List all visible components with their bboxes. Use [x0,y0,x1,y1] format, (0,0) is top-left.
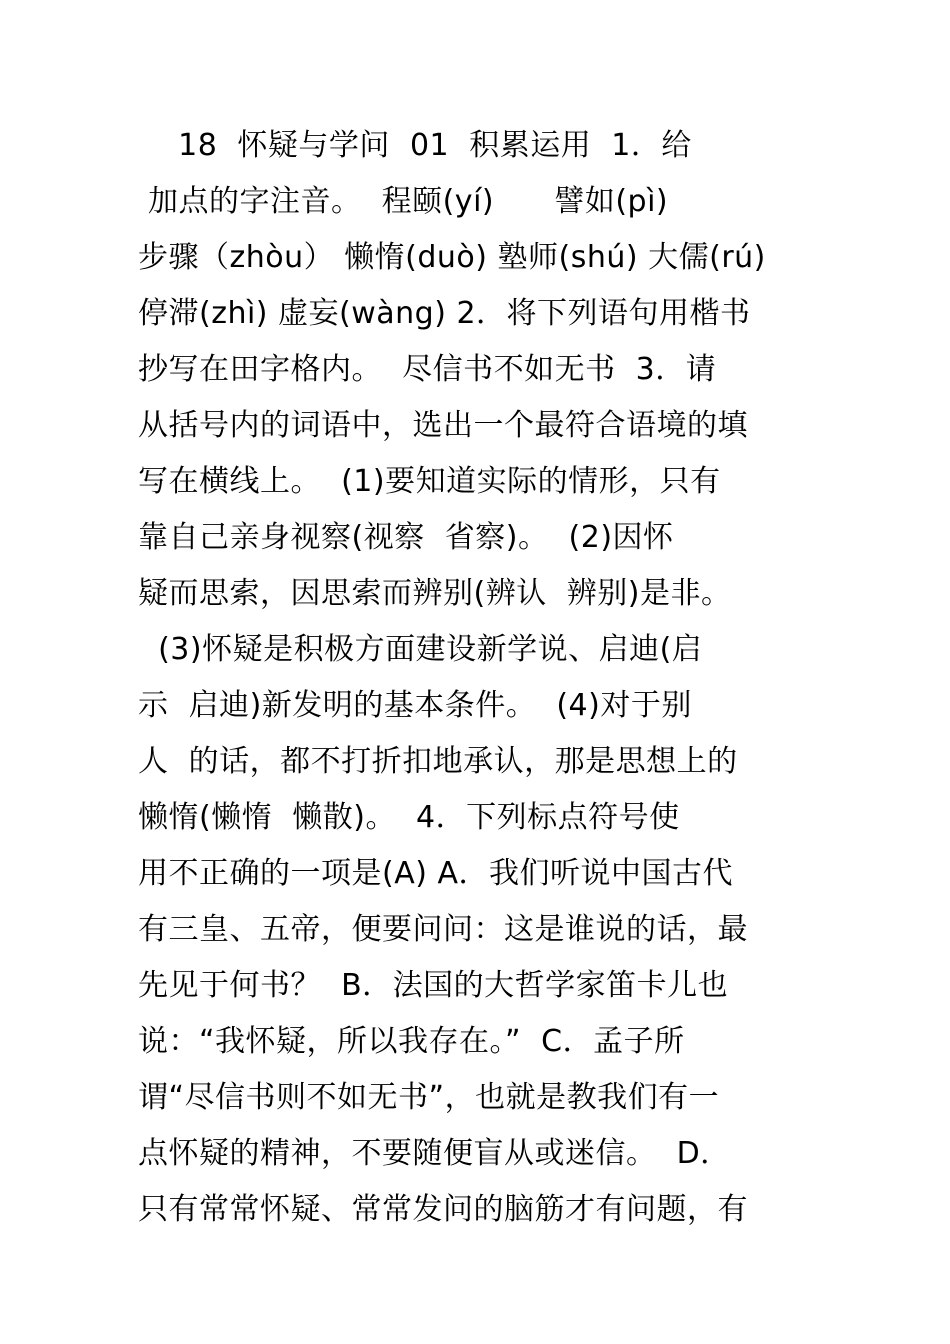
text-line: 懒惰(懒惰 懒散)。 4．下列标点符号使 [138,800,680,835]
text-line: 加点的字注音。 程颐(yí) 譬如(pì) [138,184,669,219]
text-line: 疑而思索，因思索而辨别(辨认 辨别)是非。 [138,576,732,611]
text-line: 写在横线上。 (1)要知道实际的情形，只有 [138,464,721,499]
text-line: 只有常常怀疑、常常发问的脑筋才有问题，有 [138,1192,748,1227]
text-line: 先见于何书？ B．法国的大哲学家笛卡儿也 [138,968,729,1003]
text-line: 靠自己亲身视察(视察 省察)。 (2)因怀 [138,520,674,555]
text-line: 示 启迪)新发明的基本条件。 (4)对于别 [138,688,692,723]
text-line: 停滞(zhì) 虚妄(wàng) 2．将下列语句用楷书 [138,296,751,331]
text-line: (3)怀疑是积极方面建设新学说、启迪(启 [138,632,703,667]
text-line: 人 的话，都不打折扣地承认，那是思想上的 [138,744,738,779]
text-line: 抄写在田字格内。 尽信书不如无书 3．请 [138,352,717,387]
text-line: 谓“尽信书则不如无书”，也就是教我们有一 [138,1080,720,1115]
text-line: 用不正确的一项是(A) A．我们听说中国古代 [138,856,733,891]
text-line: 步骤（zhòu） 懒惰(duò) 塾师(shú) 大儒(rú) [138,240,766,275]
text-line: 点怀疑的精神，不要随便盲从或迷信。 D． [138,1136,731,1171]
text-line: 从括号内的词语中，选出一个最符合语境的填 [138,408,748,443]
text-line: 有三皇、五帝，便要问问：这是谁说的话，最 [138,912,748,947]
body-text [138,118,838,1238]
text-line: 说：“我怀疑，所以我存在。” C．孟子所 [138,1024,685,1059]
text-line: 18 怀疑与学问 01 积累运用 1．给 [138,128,692,163]
